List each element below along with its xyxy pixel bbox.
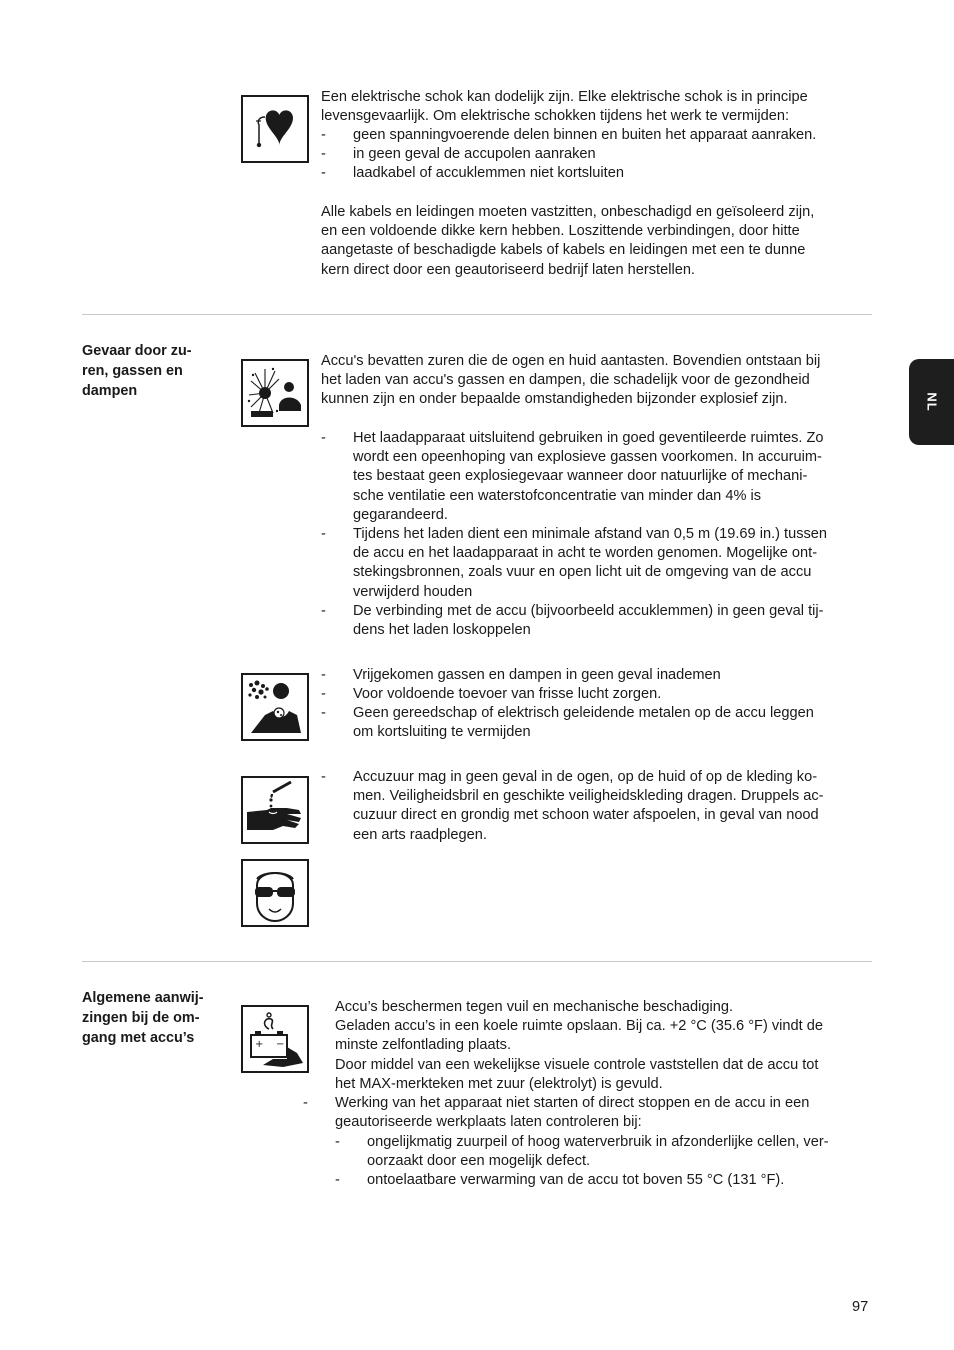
toxic-fumes-icon: [241, 673, 309, 741]
battery-handling-icon: [241, 1005, 309, 1073]
section-title-acids: Gevaar door zu- ren, gassen en dampen: [82, 343, 192, 399]
section-divider: [82, 314, 872, 315]
language-tab: NL: [909, 359, 954, 445]
explosion-icon: [241, 359, 309, 427]
acids-intro: Accu's bevatten zuren die de ogen en huid aantasten. Bovendien ontstaan bij het laden van accu's gassen en dampen, die schadelijk voor de gezondheid kunnen zijn en onder bepaalde omstandigheden bijzonder explosief zijn.: [321, 353, 821, 408]
page-number: 97: [852, 1299, 869, 1315]
safety-goggles-icon: [241, 859, 309, 927]
section-title-general: Algemene aanwij- zingen bij de om- gang met accu’s: [82, 990, 204, 1046]
shock-intro: Een elektrische schok kan dodelijk zijn. Elke elektrische schok is in principe levensgevaarlijk. Om elektrische schokken tijdens het werk te vermijden:: [321, 89, 808, 125]
svg-text:−: −: [276, 1039, 285, 1050]
corrosive-hand-icon: [241, 776, 309, 844]
general-paragraph: Accu’s beschermen tegen vuil en mechanische beschadiging. Geladen accu’s in een koele ruimte opslaan. Bij ca. +2 °C (35.6 °F) vindt de minste zelfontlading plaats. Door middel van een wekelijkse visuele controle vaststellen dat de accu tot het MAX-merkteken met zuur (elektrolyt) is gevuld.: [335, 999, 823, 1092]
cables-paragraph: Alle kabels en leidingen moeten vastzitten, onbeschadigd en geïsoleerd zijn, en een voldoende dikke kern hebben. Loszittende verbindingen, door hitte aangetaste of beschadigde kabels of kabels en leidingen met een te dunne kern direct door een geautoriseerd bedrijf laten herstellen.: [321, 204, 815, 278]
svg-text:+: +: [255, 1039, 264, 1050]
section-divider: [82, 961, 872, 962]
electric-shock-heart-icon: [241, 95, 309, 163]
